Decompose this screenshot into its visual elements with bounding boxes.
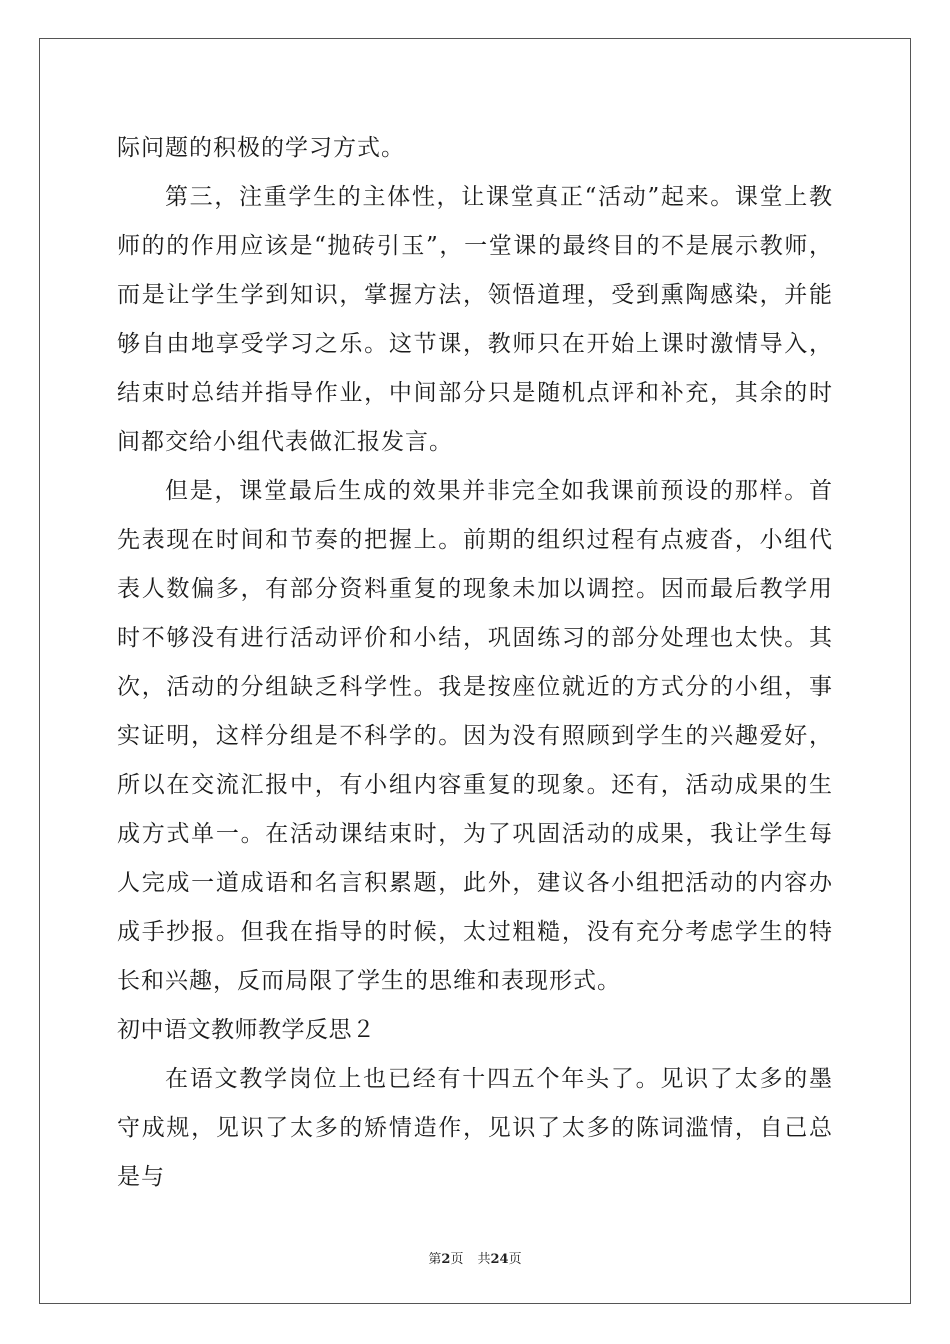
total-pages: 24 — [490, 1252, 509, 1267]
page-footer — [0, 1248, 950, 1267]
page-prefix: 第 — [428, 1252, 442, 1267]
section-heading: 初中语文教师教学反思２ — [117, 1017, 376, 1043]
page-number: 2 — [441, 1252, 451, 1267]
total-suffix: 页 — [508, 1252, 522, 1267]
paragraph: 第三，注重学生的主体性，让课堂真正“活动”起来。课堂上教师的的作用应该是“抛砖引玉”，一堂课的最终目的不是展示教师，而是让学生学到知识，掌握方法，领悟道理，受到熏陶感染，并能够自由地享受学习之乐。这节课，教师只在开始上课时激情导入，结束时总结并指导作业，中间部分只是随机点评和补充，其余的时间都交给小组代表做汇报发言。 — [117, 184, 833, 455]
total-prefix: 共 — [477, 1252, 491, 1267]
document-body — [117, 124, 833, 1202]
paragraph: 际问题的积极的学习方式。 — [117, 135, 405, 161]
paragraph: 在语文教学岗位上也已经有十四五个年头了。见识了太多的墨守成规，见识了太多的矫情造作，见识了太多的陈词滥情，自己总是与 — [117, 1066, 833, 1190]
page-suffix: 页 — [450, 1252, 464, 1267]
paragraph: 但是，课堂最后生成的效果并非完全如我课前预设的那样。首先表现在时间和节奏的把握上。前期的组织过程有点疲沓，小组代表人数偏多，有部分资料重复的现象未加以调控。因而最后教学用时不够没有进行活动评价和小结，巩固练习的部分处理也太快。其次，活动的分组缺乏科学性。我是按座位就近的方式分的小组，事实证明，这样分组是不科学的。因为没有照顾到学生的兴趣爱好，所以在交流汇报中，有小组内容重复的现象。还有，活动成果的生成方式单一。在活动课结束时，为了巩固活动的成果，我让学生每人完成一道成语和名言积累题，此外，建议各小组把活动的内容办成手抄报。但我在指导的时候，太过粗糙，没有充分考虑学生的特长和兴趣，反而局限了学生的思维和表现形式。 — [117, 478, 833, 994]
